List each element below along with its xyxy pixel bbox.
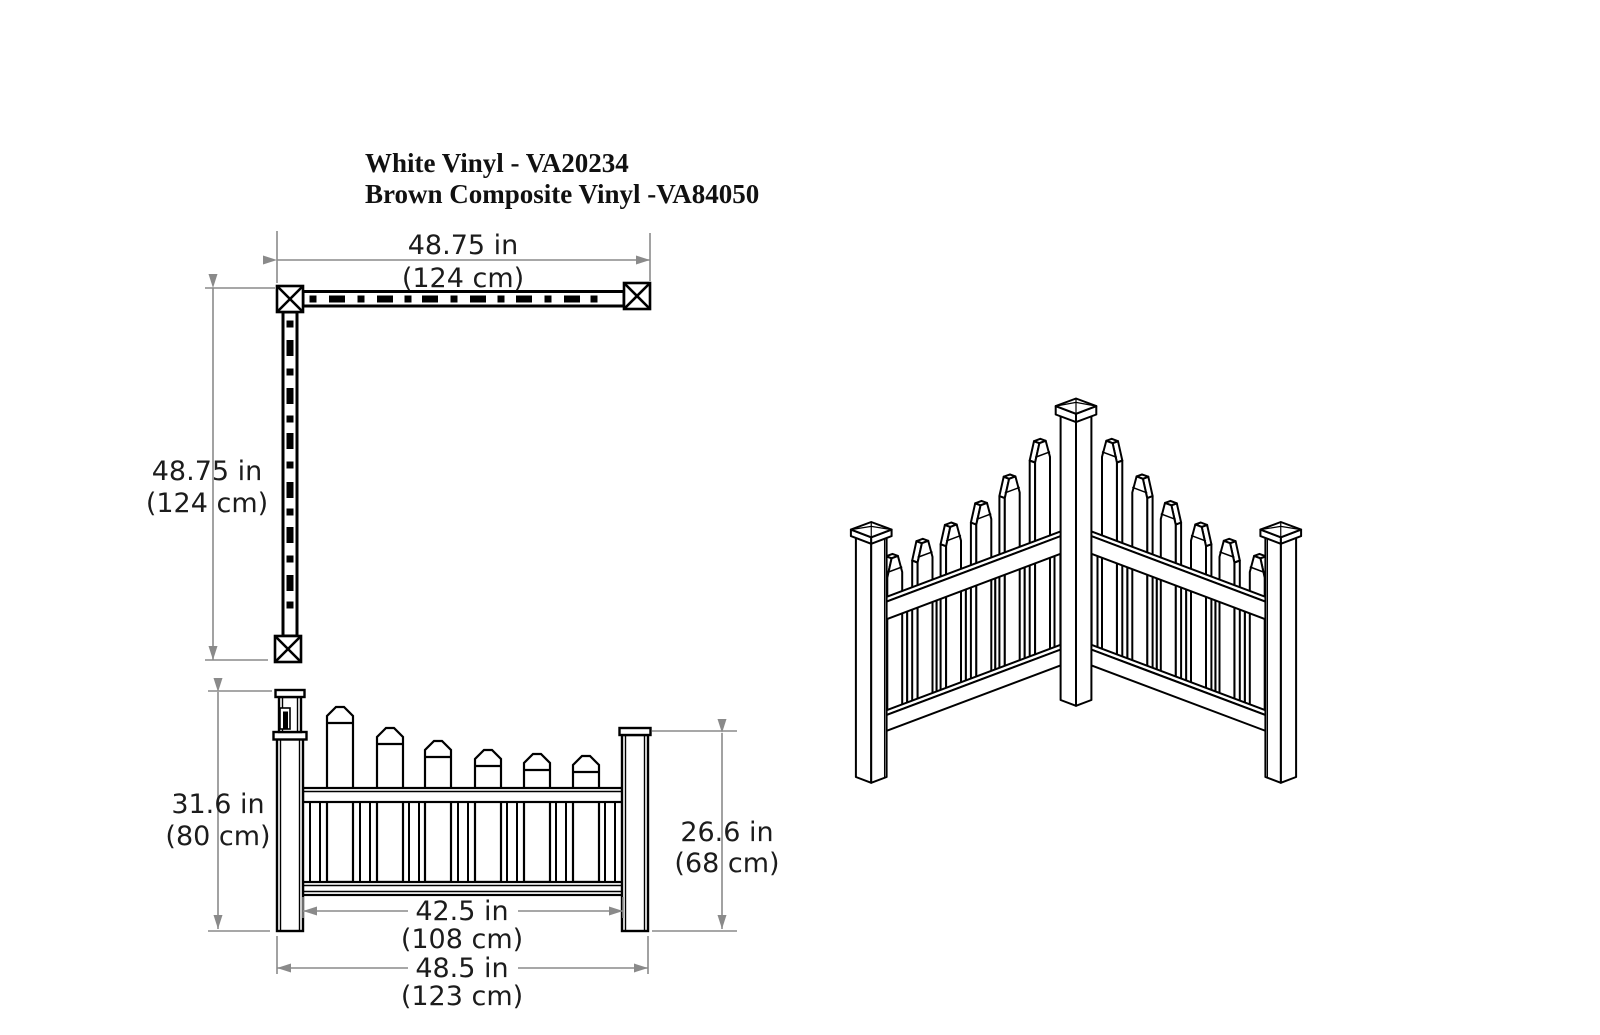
outer-width-in-label: 48.5 in — [415, 953, 509, 984]
plan-width-cm-label: (124 cm) — [401, 263, 525, 294]
corner-post-height-cm-label: (80 cm) — [165, 821, 271, 852]
inner-width-in-label: 42.5 in — [415, 896, 509, 927]
end-post-height-cm-label: (68 cm) — [674, 848, 780, 879]
plan-post-corner — [277, 286, 303, 312]
title-line-2: Brown Composite Vinyl -VA84050 — [365, 179, 760, 209]
plan-post-bottom — [275, 636, 301, 662]
end-post-height-in-label: 26.6 in — [680, 817, 774, 848]
title-line-1: White Vinyl - VA20234 — [365, 148, 629, 178]
plan-height-cm-label: (124 cm) — [145, 488, 269, 519]
plan-height-in-label: 48.75 in — [151, 456, 263, 487]
plan-width-in-label: 48.75 in — [407, 230, 519, 261]
plan-post-right — [624, 283, 650, 309]
corner-post-height-in-label: 31.6 in — [171, 789, 265, 820]
outer-width-cm-label: (123 cm) — [400, 981, 524, 1012]
inner-width-cm-label: (108 cm) — [400, 924, 524, 955]
elevation-short-pickets — [310, 802, 615, 882]
elevation-corner-post — [274, 690, 307, 931]
plan-view — [205, 231, 650, 662]
elevation-end-post — [620, 728, 651, 931]
isometric-fence-drawing — [851, 398, 1301, 782]
